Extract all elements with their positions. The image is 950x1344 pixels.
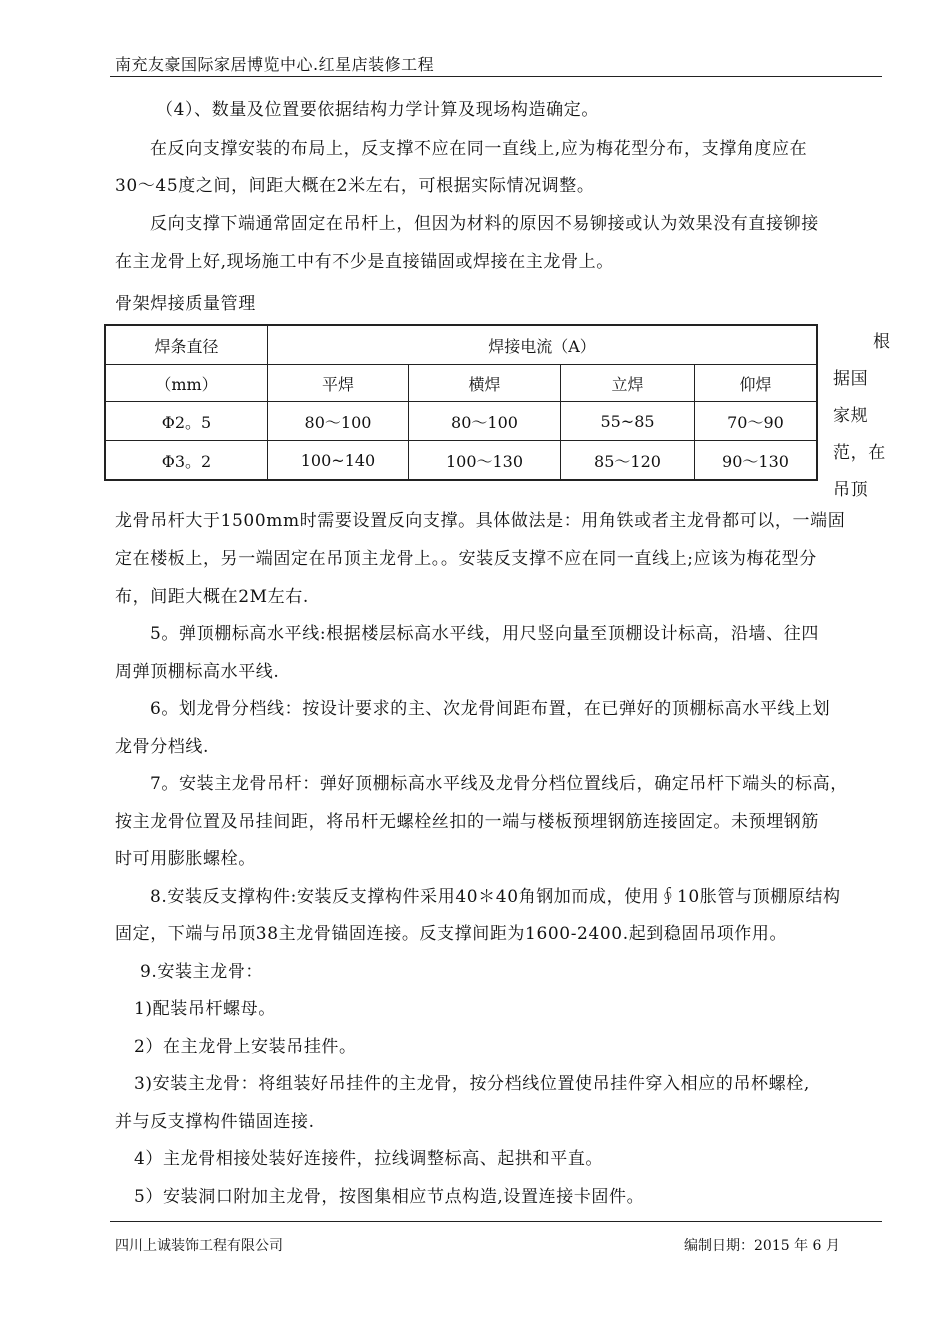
paragraph: 时可用膨胀螺栓。: [115, 849, 256, 869]
table-row: [105, 441, 817, 481]
paragraph: 8.安装反支撑构件:安装反支撑构件采用40＊40角钢加而成，使用∮10胀管与顶棚原结构: [150, 887, 841, 907]
table-cell: Φ2。5: [105, 402, 268, 441]
paragraph: 6。划龙骨分档线：按设计要求的主、次龙骨间距布置，在已弹好的顶棚标高水平线上划: [150, 699, 831, 719]
paragraph: 5）安装洞口附加主龙骨，按图集相应节点构造,设置连接卡固件。: [134, 1187, 645, 1207]
table-cell: 90～130: [695, 441, 818, 481]
paragraph: 1)配装吊杆螺母。: [134, 999, 276, 1019]
header-divider: [110, 76, 882, 77]
table-cell: 80～100: [268, 402, 409, 441]
paragraph: 周弹顶棚标高水平线.: [115, 662, 280, 682]
paragraph: （4）、数量及位置要依据结构力学计算及现场构造确定。: [156, 100, 599, 120]
side-text-line: 范，在: [833, 443, 886, 463]
section-heading: 骨架焊接质量管理: [115, 294, 256, 314]
paragraph: 9.安装主龙骨：: [140, 962, 264, 982]
table-cell: 55~85: [561, 402, 695, 441]
paragraph: 按主龙骨位置及吊挂间距，将吊杆无螺栓丝扣的一端与楼板预埋钢筋连接固定。未预埋钢筋: [115, 812, 819, 832]
table-cell: 85～120: [561, 441, 695, 481]
paragraph: 在主龙骨上好,现场施工中有不少是直接锚固或焊接在主龙骨上。: [115, 252, 614, 272]
table-header-cell: 立焊: [561, 365, 695, 402]
paragraph: 定在楼板上，另一端固定在吊顶主龙骨上。。安装反支撑不应在同一直线上;应该为梅花型分: [115, 549, 817, 569]
paragraph: 反向支撑下端通常固定在吊杆上，但因为材料的原因不易铆接或认为效果没有直接铆接: [150, 214, 819, 234]
wrapped-side-text: [833, 324, 889, 509]
table-cell: 70～90: [695, 402, 818, 441]
table-header-cell: 焊接电流（A）: [268, 325, 818, 365]
table-header-cell: 焊条直径: [105, 325, 268, 365]
page-header-title: 南充友豪国际家居博览中心.红星店装修工程: [115, 55, 435, 74]
paragraph: 并与反支撑构件锚固连接.: [115, 1112, 315, 1132]
side-text-line: 吊顶: [833, 480, 869, 500]
paragraph: 固定，下端与吊顶38主龙骨锚固连接。反支撑间距为1600-2400.起到稳固吊项作用。: [115, 924, 788, 944]
paragraph: 7。安装主龙骨吊杆：弹好顶棚标高水平线及龙骨分档位置线后，确定吊杆下端头的标高，: [150, 774, 848, 794]
footer-divider: [110, 1221, 882, 1222]
table-cell: 80～100: [409, 402, 561, 441]
paragraph: 龙骨吊杆大于1500mm时需要设置反向支撑。具体做法是：用角铁或者主龙骨都可以，一端固: [115, 511, 846, 531]
paragraph: 5。弹顶棚标高水平线:根据楼层标高水平线，用尺竖向量至顶棚设计标高，沿墙、往四: [150, 624, 819, 644]
table-cell: 100～130: [409, 441, 561, 481]
table-header-cell: 横焊: [409, 365, 561, 402]
table-header-cell: 仰焊: [695, 365, 818, 402]
paragraph: 龙骨分档线.: [115, 737, 210, 757]
table-header-cell: （mm）: [105, 365, 268, 402]
paragraph: 3)安装主龙骨：将组装好吊挂件的主龙骨，按分档线位置使吊挂件穿入相应的吊杯螺栓,: [134, 1074, 810, 1094]
footer-date: 编制日期：2015 年 6 月: [684, 1238, 840, 1254]
paragraph: 布，间距大概在2M左右.: [115, 587, 309, 607]
side-text-line: 家规: [833, 406, 869, 426]
footer-company: 四川上诚装饰工程有限公司: [115, 1238, 283, 1254]
paragraph: 在反向支撑安装的布局上，反支撑不应在同一直线上,应为梅花型分布，支撑角度应在: [150, 139, 808, 159]
table-cell: 100~140: [268, 441, 409, 481]
table-row: [105, 402, 817, 441]
paragraph: 2）在主龙骨上安装吊挂件。: [134, 1037, 357, 1057]
table-cell: Φ3。2: [105, 441, 268, 481]
paragraph: 30～45度之间，间距大概在2米左右，可根据实际情况调整。: [115, 176, 595, 196]
side-text-line: 根: [873, 332, 891, 352]
paragraph: 4）主龙骨相接处装好连接件，拉线调整标高、起拱和平直。: [134, 1149, 604, 1169]
side-text-line: 据国: [833, 369, 869, 389]
table-header-cell: 平焊: [268, 365, 409, 402]
welding-current-table: [104, 324, 818, 481]
